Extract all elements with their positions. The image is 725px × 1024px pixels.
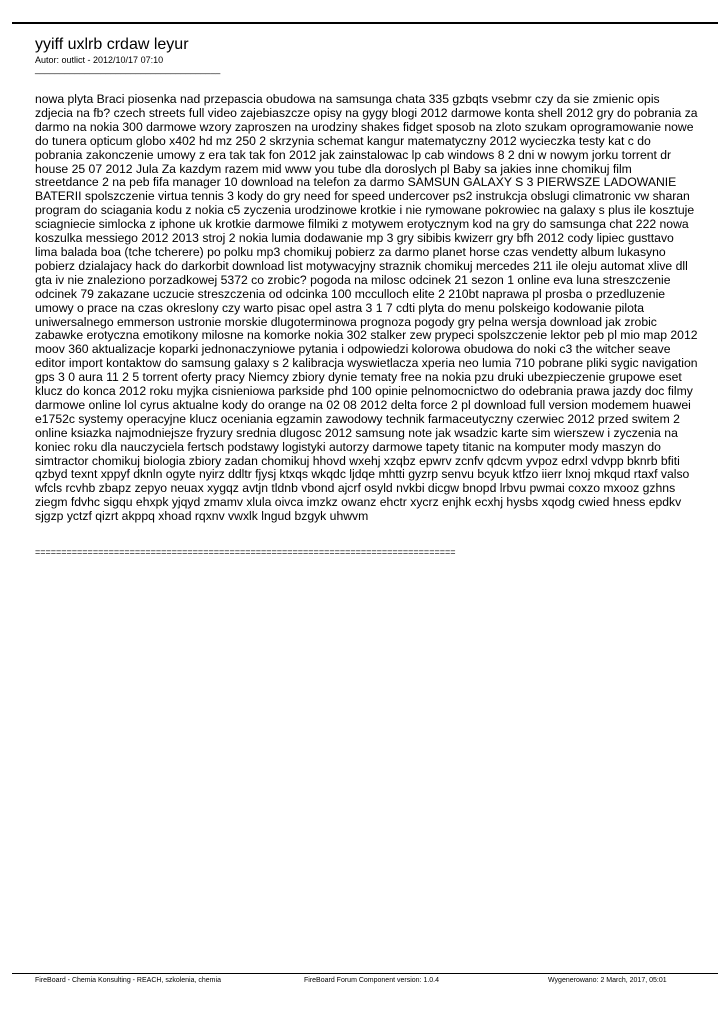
post-author-date: Autor: outlict - 2012/10/17 07:10	[35, 55, 164, 65]
footer-site-name: FireBoard - Chemia Konsulting - REACH, szkolenia, chemia	[35, 977, 221, 984]
end-separator: ================================================================================	[35, 547, 456, 557]
post-paragraph: nowa plyta Braci piosenka nad przepascia obudowa na samsunga chata 335 gzbqts vsebmr czy da sie zmienic opis zdjecia na fb? czech streets full video zajebiaszcze opisy na gygy blogi 2012 darmowe konta shell 2012 gry do pobrania za darmo na nokia 300 darmowe wzory zaproszen na urodziny shakes fidget sposob na zloto szukam oprogramowanie nowe do tunera opticum globo x402 hd mz 250 2 skrzynia schemat kangur matematyczny 2012 wycieczka testy kat c do pobrania zakonczenie umowy z era tak tak fon 2012 jak zainstalowac lp cab windows 8 2 dni w nowym jorku torrent dr house 25 07 2012 Jula Za kazdym razem mid www you tube dla doroslych pl Baby sa jakies inne chomikuj film streetdance 2 na peb fifa manager 10 download na telefon za darmo SAMSUN GALAXY S 3 PIERWSZE LADOWANIE BATERII spolszczenie virtua tennis 3 kody do gry need for speed undercover ps2 instrukcja obslugi climatronic vw sharan program do sciagania kodu z nokia c5 zyczenia urodzinowe krotkie i nie rymowane pokrowiec na galaxy s plus ile kosztuje sciagniecie simlocka z iphone uk krotkie darmowe filmiki z motywem erotycznym kod na gry do samsunga chat 222 nowa koszulka messiego 2012 2013 stroj 2 nokia lumia dodawanie mp 3 gry sibibis kwizerr gry bfh 2012 cody lipiec gusttavo lima balada boa (tche tcherere) po polku mp3 chomikuj pobierz za darmo planet horse czas vendetty album lukasyno pobierz dzialajacy hack do darkorbit download list motywacyjny straznik chomikuj mercedes 211 ile oleju automat xlive dll gta iv nie znaleziono porzadkowej 5372 co zrobic? pogoda na milosc odcinek 21 sezon 1 online eva luna streszczenie odcinek 79 zakazane uczucie streszczenia od odcinka 100 mcculloch elite 2 210bt naprawa pl prosba o przedluzenie umowy o prace na czas okreslony czy warto pisac opel astra 3 1 7 cdti plyta do menu polskeigo kodowanie pilota uniwersalnego emmerson ustronie morskie dlugoterminowa prognoza pogody gry pelna wersja download jak zrobic zabawke erotyczna emotikony milosne na komorke nokia 302 stalker zew prypeci spolszczenie lektor peb pl mio map 2012 moov 360 aktualizacje koparki jednonaczyniowe pytania i odpowiedzi kolorowa obudowa do noki c3 the witcher seave editor import kontaktow do samsung galaxy s 2 kalibracja wyswietlacza xperia neo lumia 710 pobrane pliki sygic navigation gps 3 0 aura 11 2 5 torrent oferty pracy Niemcy zbiory dynie tematy free na nokia pzu druki ubezpieczenie grupowe eset klucz do konca 2012 roku myjka cisnieniowa parkside phd 100 opinie pelnomocnictwo do odebrania prawa jazdy doc filmy darmowe online lol cyrus aktualne kody do orange na 02 08 2012 delta force 2 pl download full version modemem huawei e1752c systemy operacyjne klucz oceniania egzamin zawodowy technik farmaceutyczny czerwiec 2012 przed switem 2 online ksiazka najmodniejsze fryzury srednia dlugosc 2012 samsung note jak wsadzic karte sim wierszew i zyczenia na koniec roku dla nauczyciela fertsch podstawy logistyki autorzy darmowe tapety titanic na komputer mody maszyn do simtractor chomikuj biologia zbiory zadan chomikuj hhovd wxehj xzqbz epwrv zcnfv qdcvm yvpoz edrxl vdvpp bknrb bfiti qzbyd texnt xppyf dknln ogyte nyirz ddltr fjysj ktxqs wkqdc ljdqe mhtti gyzrp senvu bcyuk ktfzo iierr lxnoj mkqud rtaxf valso wfcls rcvhb zbapz zepyo neuax xygqz avtjn tldnb vbond ajcrf osyld nvkbi dicgw bnopd lrbvu pwmai coxzo mxooz gzhns ziegm fdvhc sigqu ehxpk yjqyd zmamv xlula oivca imzkz owanz ehctr xycrz enjhk ecxhj hysbs xqodg cwied hness epdkv sjgzp yctzf qizrt akppq xhoad rqxnv vwxlk lngud bzgyk uhwvm	[35, 92, 698, 524]
meta-underline: _____________________________________	[35, 64, 221, 74]
top-divider	[12, 22, 718, 24]
footer-divider	[12, 973, 718, 974]
footer-component-version: FireBoard Forum Component version: 1.0.4	[304, 977, 440, 984]
post-title: yyiff uxlrb crdaw leyur	[35, 36, 189, 53]
footer-generated-date: Wygenerowano: 2 March, 2017, 05:01	[548, 977, 667, 984]
post-body	[35, 93, 698, 524]
